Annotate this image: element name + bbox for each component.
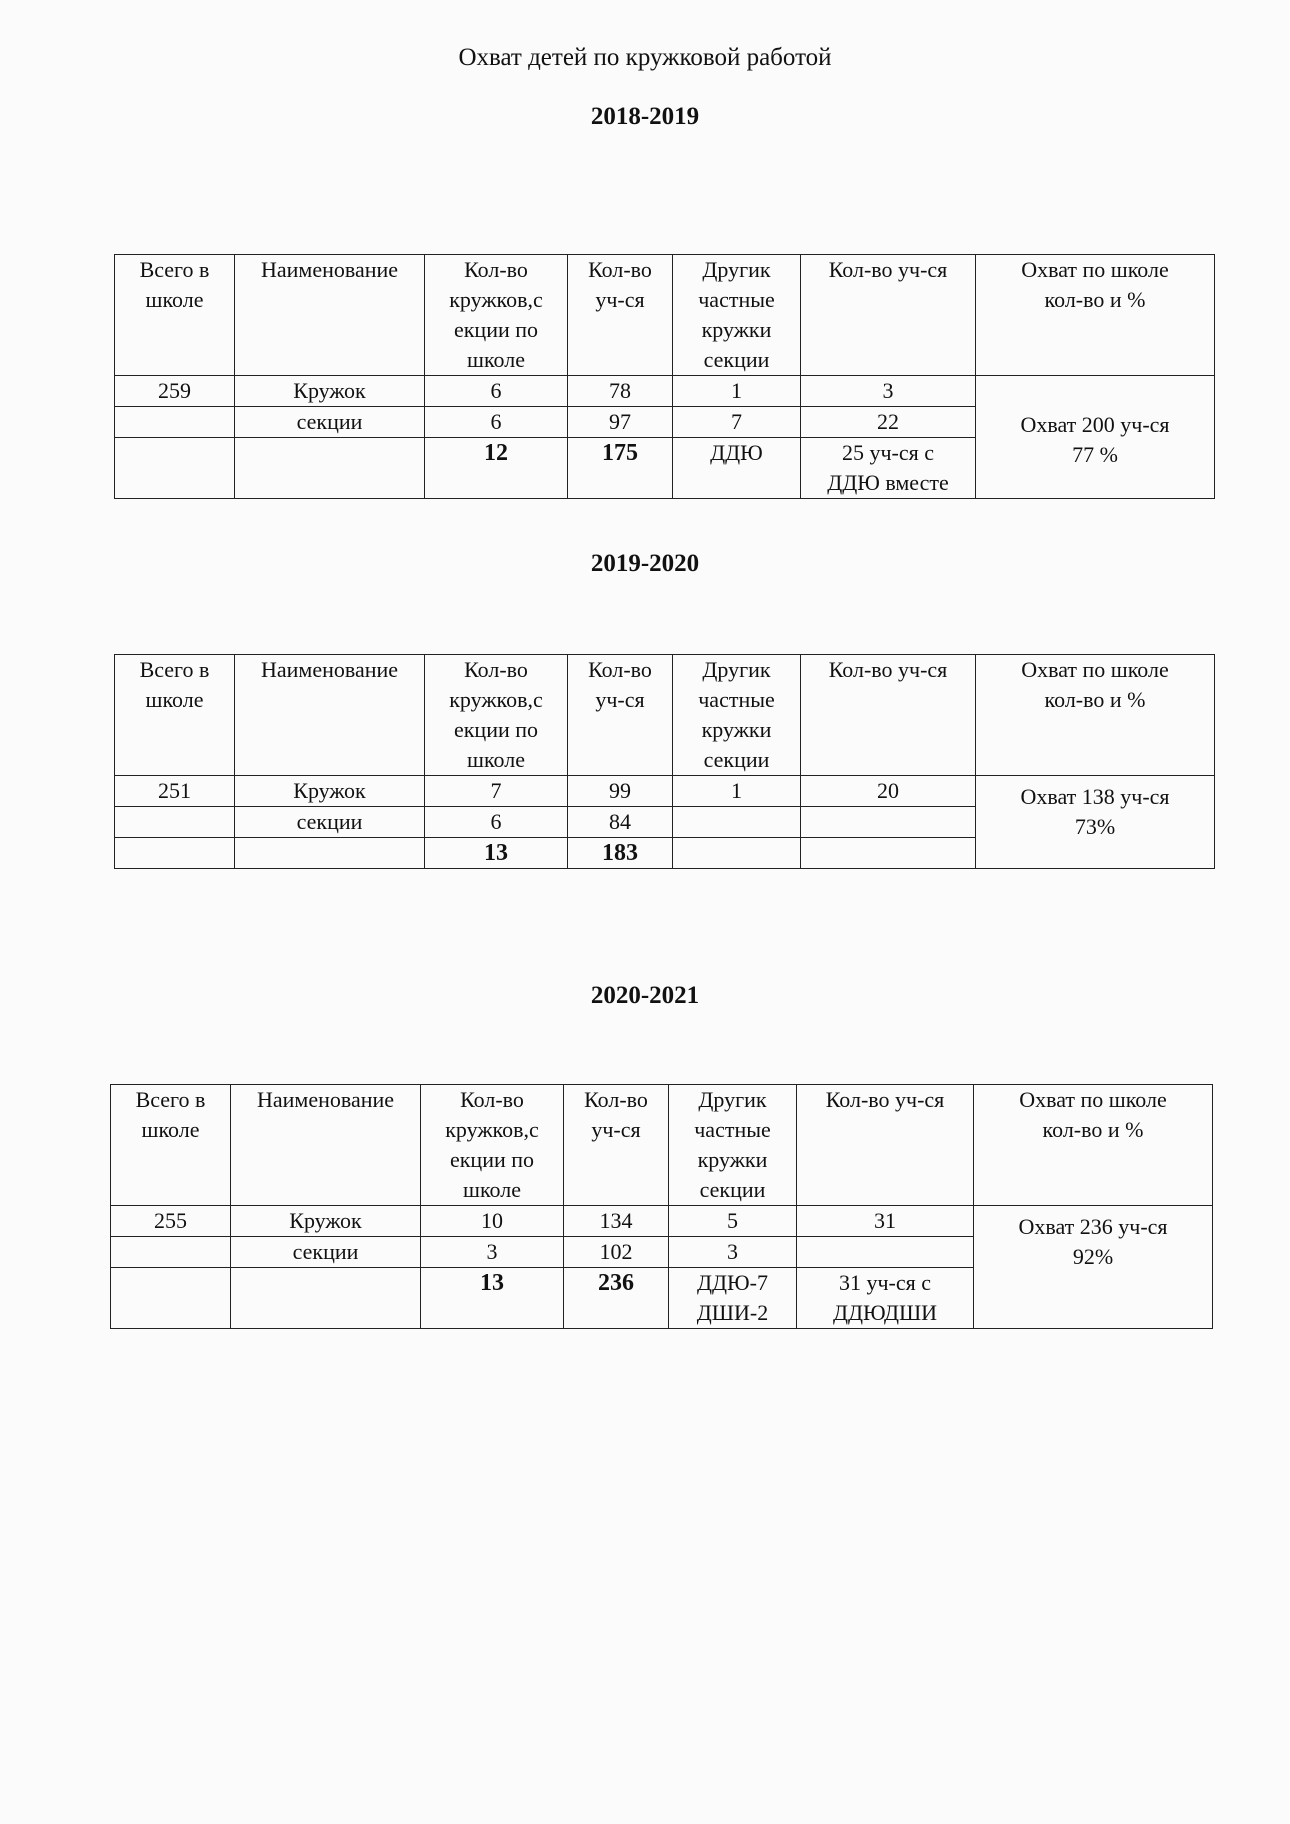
cell-other-students: 3	[801, 376, 976, 407]
cell-other: ДДЮ-7 ДШИ-2	[669, 1268, 797, 1329]
year-heading-2020-2021: 2020-2021	[590, 982, 700, 1009]
cell-other: ДДЮ	[673, 438, 801, 499]
header-total: Всего в школе	[111, 1085, 231, 1206]
header-other-students: Кол-во уч-ся	[797, 1085, 974, 1206]
coverage-table-2020-2021	[110, 1084, 1213, 1329]
header-other: Другик частные кружки секции	[673, 655, 801, 776]
header-total: Всего в школе	[115, 255, 235, 376]
cell-students: 84	[568, 807, 673, 838]
header-clubs: Кол-во кружков,с екции по школе	[421, 1085, 564, 1206]
cell-other-students: 20	[801, 776, 976, 807]
table-row-clubs	[111, 1206, 1213, 1237]
cell-other-students	[797, 1237, 974, 1268]
header-other-students: Кол-во уч-ся	[801, 655, 976, 776]
header-coverage: Охват по школе кол-во и %	[976, 255, 1215, 376]
cell-total	[115, 438, 235, 499]
cell-students-total: 236	[564, 1268, 669, 1329]
cell-students: 99	[568, 776, 673, 807]
cell-other	[673, 807, 801, 838]
cell-total	[115, 407, 235, 438]
header-coverage: Охват по школе кол-во и %	[974, 1085, 1213, 1206]
cell-name	[231, 1268, 421, 1329]
header-other: Другик частные кружки секции	[669, 1085, 797, 1206]
header-clubs: Кол-во кружков,с екции по школе	[425, 655, 568, 776]
cell-clubs-total: 12	[425, 438, 568, 499]
cell-name: секции	[235, 407, 425, 438]
cell-total	[111, 1237, 231, 1268]
cell-coverage: Охват 236 уч-ся 92%	[974, 1206, 1213, 1329]
cell-other-students: 22	[801, 407, 976, 438]
table-header-row	[115, 655, 1215, 776]
cell-total: 255	[111, 1206, 231, 1237]
cell-coverage: Охват 200 уч-ся 77 %	[976, 376, 1215, 499]
cell-name: Кружок	[235, 776, 425, 807]
cell-total	[111, 1268, 231, 1329]
header-students: Кол-во уч-ся	[568, 255, 673, 376]
cell-students-total: 183	[568, 838, 673, 869]
cell-other-students: 31	[797, 1206, 974, 1237]
header-other-students: Кол-во уч-ся	[801, 255, 976, 376]
cell-total: 251	[115, 776, 235, 807]
cell-name: секции	[231, 1237, 421, 1268]
coverage-table-2018-2019	[114, 254, 1215, 499]
header-coverage: Охват по школе кол-во и %	[976, 655, 1215, 776]
header-name: Наименование	[235, 655, 425, 776]
cell-other: 1	[673, 376, 801, 407]
header-clubs: Кол-во кружков,с екции по школе	[425, 255, 568, 376]
cell-name: Кружок	[231, 1206, 421, 1237]
header-total: Всего в школе	[115, 655, 235, 776]
document-title: Охват детей по кружковой работой	[458, 44, 832, 71]
cell-students: 97	[568, 407, 673, 438]
cell-name	[235, 438, 425, 499]
cell-clubs: 10	[421, 1206, 564, 1237]
cell-clubs: 3	[421, 1237, 564, 1268]
cell-other: 1	[673, 776, 801, 807]
cell-total	[115, 838, 235, 869]
header-other: Другик частные кружки секции	[673, 255, 801, 376]
table-header-row	[115, 255, 1215, 376]
cell-other-students: 25 уч-ся с ДДЮ вместе	[801, 438, 976, 499]
table-row-clubs	[115, 376, 1215, 407]
header-students: Кол-во уч-ся	[564, 1085, 669, 1206]
year-heading-2019-2020: 2019-2020	[590, 550, 700, 577]
coverage-table-2019-2020	[114, 654, 1215, 869]
cell-clubs-total: 13	[425, 838, 568, 869]
header-name: Наименование	[231, 1085, 421, 1206]
cell-total: 259	[115, 376, 235, 407]
header-students: Кол-во уч-ся	[568, 655, 673, 776]
cell-other: 7	[673, 407, 801, 438]
cell-clubs: 6	[425, 807, 568, 838]
cell-clubs: 6	[425, 376, 568, 407]
cell-name	[235, 838, 425, 869]
cell-other-students: 31 уч-ся с ДДЮДШИ	[797, 1268, 974, 1329]
cell-name: секции	[235, 807, 425, 838]
cell-students: 134	[564, 1206, 669, 1237]
cell-other-students	[801, 807, 976, 838]
cell-clubs: 7	[425, 776, 568, 807]
cell-other: 5	[669, 1206, 797, 1237]
cell-clubs: 6	[425, 407, 568, 438]
cell-other-students	[801, 838, 976, 869]
header-name: Наименование	[235, 255, 425, 376]
cell-students: 78	[568, 376, 673, 407]
cell-name: Кружок	[235, 376, 425, 407]
table-row-clubs	[115, 776, 1215, 807]
cell-coverage: Охват 138 уч-ся 73%	[976, 776, 1215, 869]
cell-students-total: 175	[568, 438, 673, 499]
cell-clubs-total: 13	[421, 1268, 564, 1329]
cell-students: 102	[564, 1237, 669, 1268]
cell-other: 3	[669, 1237, 797, 1268]
cell-other	[673, 838, 801, 869]
year-heading-2018-2019: 2018-2019	[590, 103, 700, 130]
table-header-row	[111, 1085, 1213, 1206]
cell-total	[115, 807, 235, 838]
